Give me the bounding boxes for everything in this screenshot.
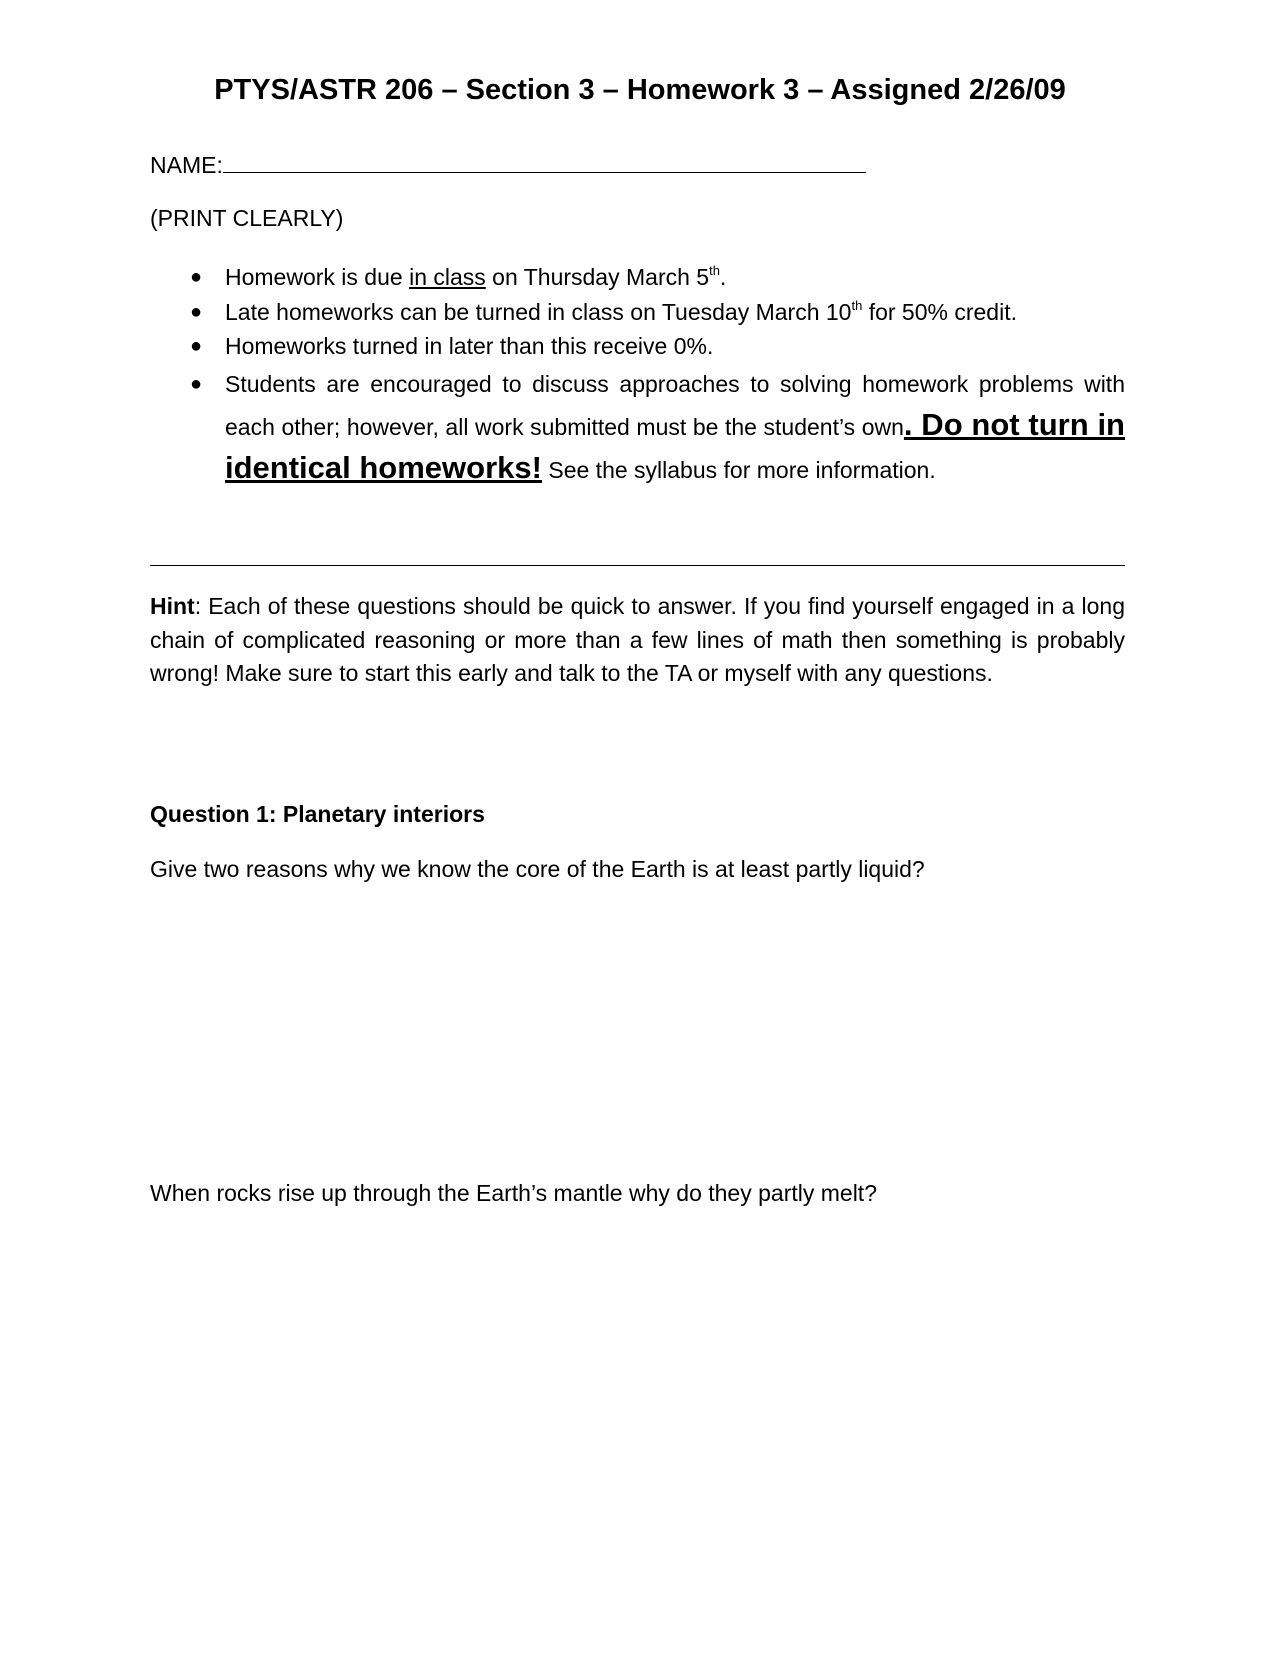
question-1-heading: Question 1: Planetary interiors: [150, 801, 485, 827]
bullet-4-post: See the syllabus for more information.: [541, 456, 936, 483]
bullet-1-sup: th: [709, 263, 720, 278]
question-1-part-b: When rocks rise up through the Earth’s mantle why do they partly melt?: [150, 1180, 877, 1206]
bullet-1-underlined: in class: [409, 264, 486, 290]
list-item: [150, 260, 1125, 295]
bullet-icon: ●: [190, 266, 203, 288]
list-item: [150, 329, 1125, 364]
bullet-1-end: .: [719, 264, 727, 290]
list-item: [150, 364, 1125, 491]
question-1-part-a: Give two reasons why we know the core of the Earth is at least partly liquid?: [150, 856, 925, 882]
bullet-icon: ●: [190, 300, 203, 323]
hint-label: Hint: [150, 593, 195, 619]
hint-paragraph: [150, 590, 1125, 691]
section-divider: [150, 565, 1125, 566]
bullet-2-sup: th: [851, 297, 863, 313]
instructions-list: [150, 260, 1125, 491]
bullet-3-text: Homeworks turned in later than this receive 0%.: [225, 333, 714, 359]
hint-text: : Each of these questions should be quick to answer. If you find yourself engaged in a long chain of complicated reasoning or more than a few lines of math then something is probably wrong! Make sure to start this early and talk to the TA or myself with any questions.: [150, 593, 1125, 686]
bullet-icon: ●: [190, 335, 203, 357]
bullet-icon: ●: [190, 372, 203, 395]
identical-homework-warning: . Do not turn in identical homeworks!: [225, 406, 1125, 485]
name-field-row: [150, 150, 866, 179]
name-blank-line: [223, 150, 866, 173]
bullet-2-post: for 50% credit.: [862, 298, 1017, 325]
print-clearly-note: (PRINT CLEARLY): [150, 205, 344, 231]
bullet-1-pre: Homework is due: [225, 264, 410, 290]
bullet-4-pre: Students are encouraged to discuss approaches to solving homework problems with each other; however, all work submitted must be the student’s own: [225, 370, 1125, 440]
name-label: NAME:: [150, 152, 223, 178]
bullet-1-post: on Thursday March 5: [485, 264, 710, 290]
bullet-2-pre: Late homeworks can be turned in class on Tuesday March 10: [225, 298, 852, 325]
page-title: PTYS/ASTR 206 – Section 3 – Homework 3 – Assigned 2/26/09: [214, 74, 1066, 106]
list-item: [150, 295, 1125, 330]
